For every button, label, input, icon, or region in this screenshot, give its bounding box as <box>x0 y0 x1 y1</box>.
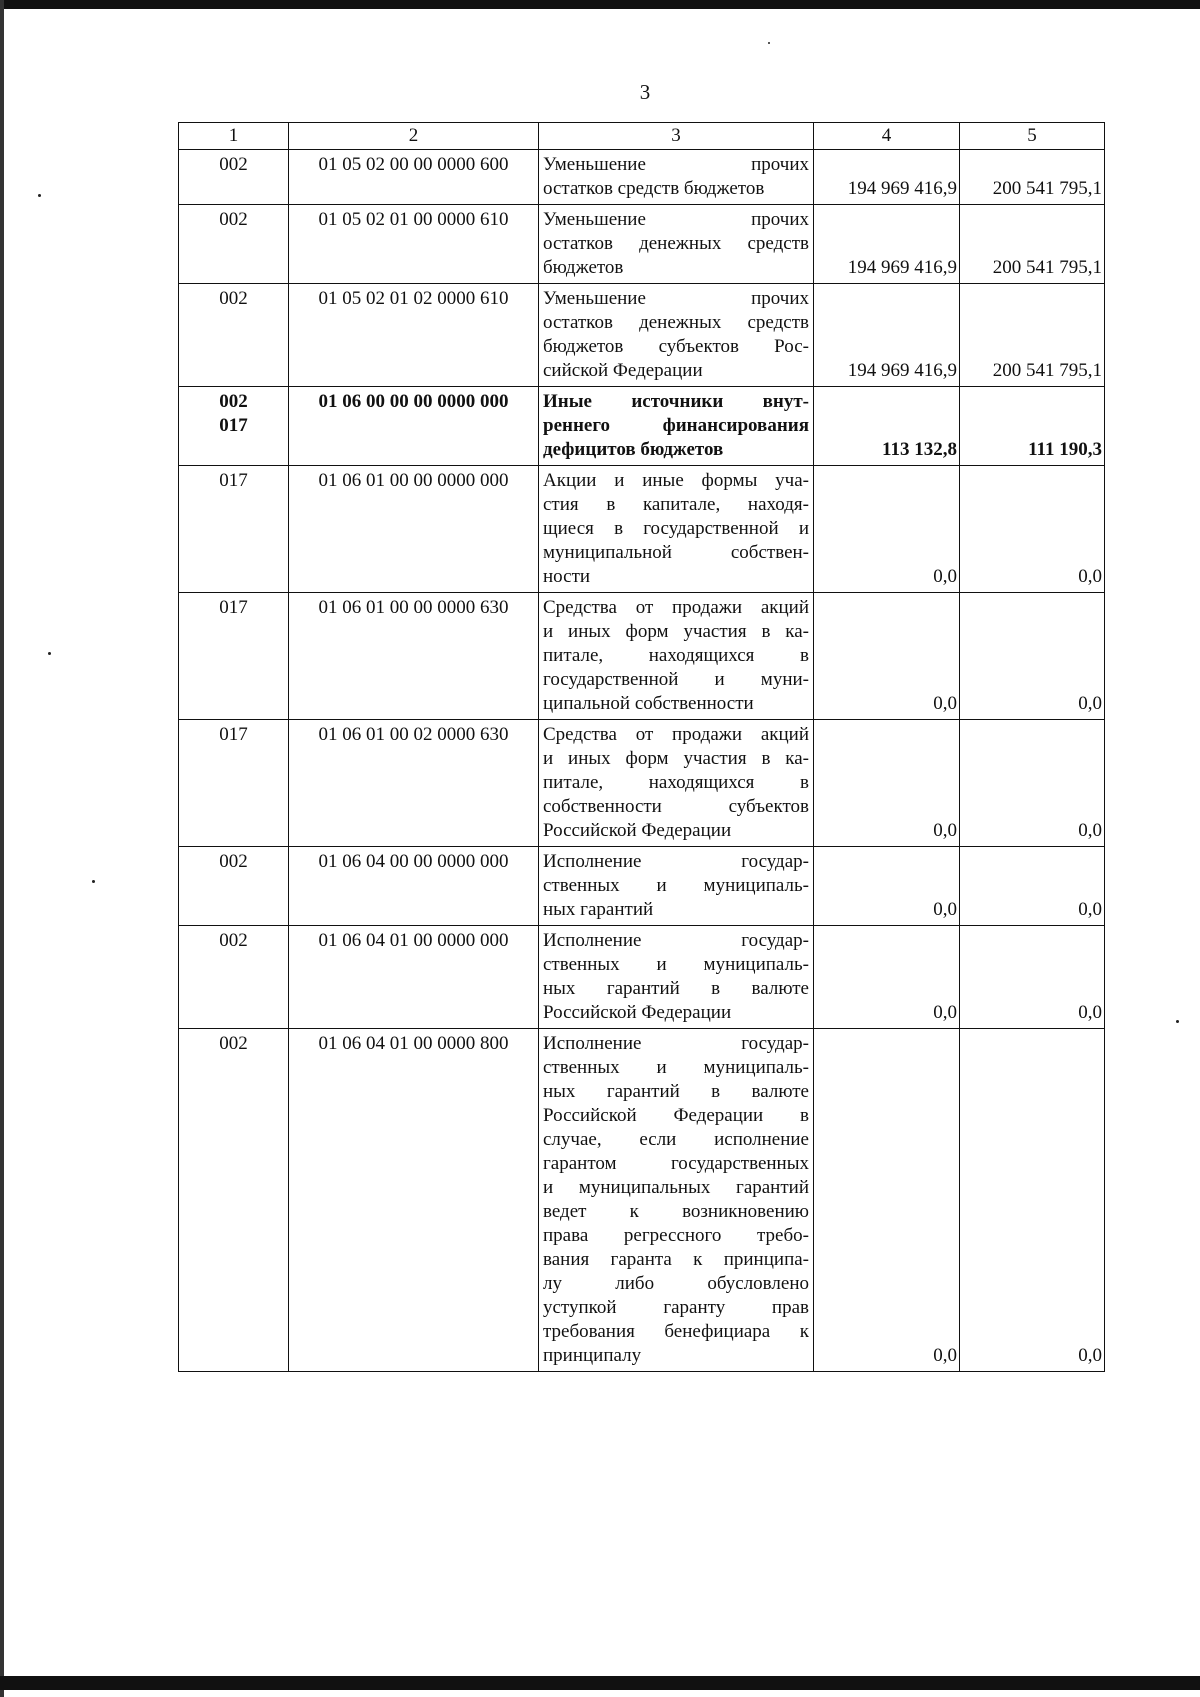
amount-col4-cell: 0,0 <box>814 1029 960 1372</box>
source-name-line: питале, находящихся в <box>543 645 809 666</box>
amount-col5-cell: 0,0 <box>960 466 1105 593</box>
scan-speck <box>48 652 51 655</box>
table-row <box>179 466 1105 593</box>
classification-code-cell: 01 06 01 00 00 0000 630 <box>289 593 539 720</box>
scan-speck <box>768 42 770 44</box>
amount-col4-cell: 0,0 <box>814 720 960 847</box>
table-row <box>179 284 1105 387</box>
source-name-cell <box>539 387 814 466</box>
source-name-line: остатков денежных средств <box>543 233 809 254</box>
source-name-line: Исполнение государ- <box>543 1033 809 1054</box>
top-scan-border <box>0 0 1200 9</box>
classification-code-cell: 01 06 00 00 00 0000 000 <box>289 387 539 466</box>
source-name-line: реннего финансирования <box>543 415 809 436</box>
admin-code: 017 <box>219 597 248 618</box>
sources-table <box>178 122 1105 1372</box>
amount-col4-cell: 0,0 <box>814 466 960 593</box>
scan-speck <box>92 880 95 883</box>
classification-code-cell: 01 05 02 01 02 0000 610 <box>289 284 539 387</box>
amount-col5-cell: 0,0 <box>960 847 1105 926</box>
source-name-line: Уменьшение прочих <box>543 209 809 230</box>
amount-col4-cell: 194 969 416,9 <box>814 150 960 205</box>
source-name-line: ственных и муниципаль- <box>543 875 809 896</box>
source-name-line: Средства от продажи акций <box>543 597 809 618</box>
source-name-line: Акции и иные формы уча- <box>543 470 809 491</box>
source-name-line: Иные источники внут- <box>543 391 809 412</box>
table-body <box>179 150 1105 1372</box>
source-name-line: щиеся в государственной и <box>543 518 809 539</box>
source-name-line: бюджетов <box>543 257 624 278</box>
column-header: 1 <box>179 123 289 150</box>
source-name-cell <box>539 847 814 926</box>
amount-col4-cell: 0,0 <box>814 847 960 926</box>
source-name-line: ных гарантий в валюте <box>543 1081 809 1102</box>
source-name-cell <box>539 466 814 593</box>
table-row <box>179 593 1105 720</box>
source-name-cell <box>539 150 814 205</box>
source-name-line: бюджетов субъектов Рос- <box>543 336 809 357</box>
admin-code-cell <box>179 847 289 926</box>
source-name-line: и иных форм участия в ка- <box>543 621 809 642</box>
amount-col5-cell: 111 190,3 <box>960 387 1105 466</box>
source-name-line: ственных и муниципаль- <box>543 954 809 975</box>
amount-col5-cell: 0,0 <box>960 926 1105 1029</box>
source-name-line: Исполнение государ- <box>543 851 809 872</box>
source-name-cell <box>539 926 814 1029</box>
admin-code: 002 <box>219 851 248 872</box>
source-name-line: принципалу <box>543 1345 642 1366</box>
source-name-cell <box>539 593 814 720</box>
amount-col4-cell: 0,0 <box>814 593 960 720</box>
source-name-cell <box>539 205 814 284</box>
source-name-line: требования бенефициара к <box>543 1321 809 1342</box>
admin-code: 002 <box>219 391 248 412</box>
admin-code-cell <box>179 1029 289 1372</box>
admin-code: 002 <box>219 288 248 309</box>
classification-code-cell: 01 06 04 01 00 0000 000 <box>289 926 539 1029</box>
admin-code: 002 <box>219 154 248 175</box>
classification-code-cell: 01 05 02 01 00 0000 610 <box>289 205 539 284</box>
classification-code-cell: 01 06 04 01 00 0000 800 <box>289 1029 539 1372</box>
scan-speck <box>1176 1020 1179 1023</box>
source-name-line: и иных форм участия в ка- <box>543 748 809 769</box>
source-name-line: случае, если исполнение <box>543 1129 809 1150</box>
source-name-line: Уменьшение прочих <box>543 154 809 175</box>
source-name-line: ных гарантий <box>543 899 654 920</box>
source-name-line: ственных и муниципаль- <box>543 1057 809 1078</box>
table-row <box>179 205 1105 284</box>
source-name-line: собственности субъектов <box>543 796 809 817</box>
amount-col4-cell: 194 969 416,9 <box>814 205 960 284</box>
amount-col5-cell: 0,0 <box>960 1029 1105 1372</box>
classification-code-cell: 01 06 01 00 00 0000 000 <box>289 466 539 593</box>
amount-col5-cell: 200 541 795,1 <box>960 284 1105 387</box>
source-name-line: уступкой гаранту прав <box>543 1297 809 1318</box>
source-name-line: стия в капитале, находя- <box>543 494 809 515</box>
admin-code-cell <box>179 593 289 720</box>
table-header-row <box>179 123 1105 150</box>
source-name-line: дефицитов бюджетов <box>543 439 724 460</box>
admin-code: 017 <box>219 724 248 745</box>
classification-code-cell: 01 05 02 00 00 0000 600 <box>289 150 539 205</box>
admin-code: 002 <box>219 1033 248 1054</box>
source-name-line: права регрессного требо- <box>543 1225 809 1246</box>
source-name-line: Уменьшение прочих <box>543 288 809 309</box>
admin-code-cell <box>179 205 289 284</box>
admin-code: 017 <box>219 470 248 491</box>
source-name-line: остатков денежных средств <box>543 312 809 333</box>
source-name-line: Средства от продажи акций <box>543 724 809 745</box>
bottom-scan-border <box>0 1676 1200 1690</box>
admin-code: 002 <box>219 209 248 230</box>
amount-col5-cell: 0,0 <box>960 720 1105 847</box>
source-name-line: Российской Федерации в <box>543 1105 809 1126</box>
amount-col5-cell: 200 541 795,1 <box>960 205 1105 284</box>
admin-code-cell <box>179 387 289 466</box>
source-name-line: питале, находящихся в <box>543 772 809 793</box>
page-number: 3 <box>639 80 651 104</box>
admin-code-cell <box>179 284 289 387</box>
source-name-line: Российской Федерации <box>543 820 732 841</box>
source-name-line: ности <box>543 566 591 587</box>
source-name-cell <box>539 1029 814 1372</box>
admin-code: 002 <box>219 930 248 951</box>
admin-code-cell <box>179 720 289 847</box>
source-name-line: ведет к возникновению <box>543 1201 809 1222</box>
amount-col5-cell: 200 541 795,1 <box>960 150 1105 205</box>
admin-code-cell <box>179 466 289 593</box>
source-name-line: ных гарантий в валюте <box>543 978 809 999</box>
column-header: 5 <box>960 123 1105 150</box>
source-name-line: ципальной собственности <box>543 693 754 714</box>
table-row <box>179 1029 1105 1372</box>
column-header: 2 <box>289 123 539 150</box>
source-name-line: остатков средств бюджетов <box>543 178 765 199</box>
amount-col4-cell: 194 969 416,9 <box>814 284 960 387</box>
source-name-cell <box>539 720 814 847</box>
admin-code-cell <box>179 150 289 205</box>
amount-col5-cell: 0,0 <box>960 593 1105 720</box>
classification-code-cell: 01 06 04 00 00 0000 000 <box>289 847 539 926</box>
admin-code: 017 <box>219 415 248 436</box>
amount-col4-cell: 113 132,8 <box>814 387 960 466</box>
amount-col4-cell: 0,0 <box>814 926 960 1029</box>
source-name-line: сийской Федерации <box>543 360 703 381</box>
column-header: 3 <box>539 123 814 150</box>
table-row <box>179 150 1105 205</box>
table-row <box>179 720 1105 847</box>
source-name-line: государственной и муни- <box>543 669 809 690</box>
left-scan-border <box>0 0 4 1697</box>
column-header: 4 <box>814 123 960 150</box>
scan-speck <box>38 194 41 197</box>
source-name-line: Российской Федерации <box>543 1002 732 1023</box>
classification-code-cell: 01 06 01 00 02 0000 630 <box>289 720 539 847</box>
table-row <box>179 387 1105 466</box>
source-name-line: вания гаранта к принципа- <box>543 1249 809 1270</box>
source-name-line: гарантом государственных <box>543 1153 809 1174</box>
admin-code-cell <box>179 926 289 1029</box>
table-row <box>179 926 1105 1029</box>
source-name-line: лу либо обусловлено <box>543 1273 809 1294</box>
source-name-cell <box>539 284 814 387</box>
source-name-line: Исполнение государ- <box>543 930 809 951</box>
source-name-line: муниципальной собствен- <box>543 542 809 563</box>
source-name-line: и муниципальных гарантий <box>543 1177 809 1198</box>
table-row <box>179 847 1105 926</box>
